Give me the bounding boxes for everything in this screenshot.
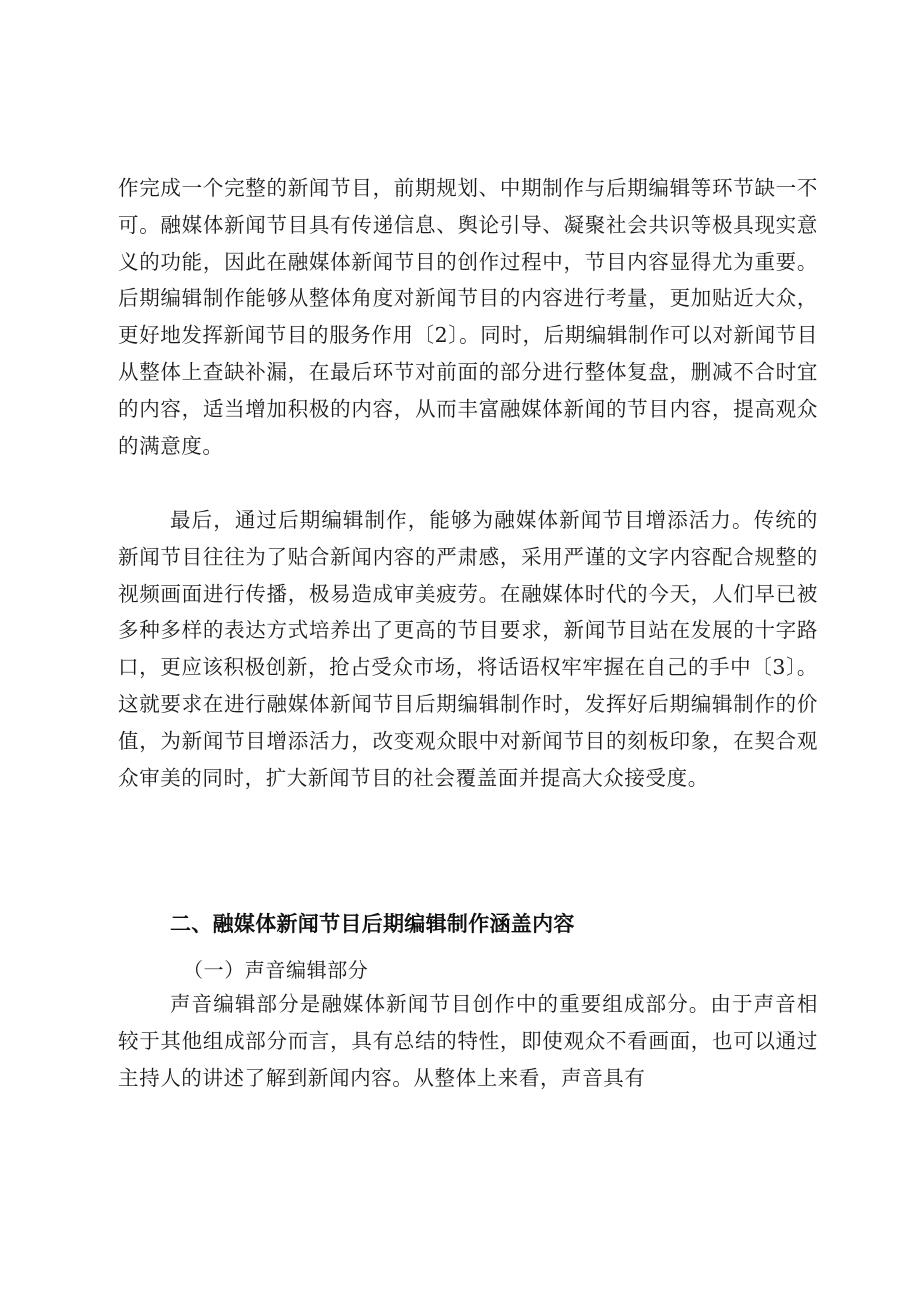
paragraph-2: 最后，通过后期编辑制作，能够为融媒体新闻节目增添活力。传统的新闻节目往往为了贴合新闻内容的严肃感，采用严谨的文字内容配合规整的视频画面进行传播，极易造成审美疲劳。在融媒体时代的今天，人们早已被多种多样的表达方式培养出了更高的节目要求，新闻节目站在发展的十字路口，更应该积极创新，抢占受众市场，将话语权牢牢握在自己的手中〔3〕。这就要求在进行融媒体新闻节目后期编辑制作时，发挥好后期编辑制作的价值，为新闻节目增添活力，改变观众眼中对新闻节目的刻板印象，在契合观众审美的同时，扩大新闻节目的社会覆盖面并提高大众接受度。 (118, 508, 818, 790)
section-heading: 二、融媒体新闻节目后期编辑制作涵盖内容 (170, 912, 575, 936)
text-block-2 (118, 502, 818, 796)
text-block-1 (118, 170, 818, 464)
subsection-heading: （一）声音编辑部分 (183, 958, 369, 982)
paragraph-3: 声音编辑部分是融媒体新闻节目创作中的重要组成部分。由于声音相较于其他组成部分而言，具有总结的特性，即使观众不看画面，也可以通过主持人的讲述了解到新闻内容。从整体上来看，声音具有 (118, 992, 818, 1090)
text-block-3 (118, 986, 818, 1096)
paragraph-1: 作完成一个完整的新闻节目，前期规划、中期制作与后期编辑等环节缺一不可。融媒体新闻节目具有传递信息、舆论引导、凝聚社会共识等极具现实意义的功能，因此在融媒体新闻节目的创作过程中，节目内容显得尤为重要。后期编辑制作能够从整体角度对新闻节目的内容进行考量，更加贴近大众，更好地发挥新闻节目的服务作用〔2〕。同时，后期编辑制作可以对新闻节目从整体上查缺补漏，在最后环节对前面的部分进行整体复盘，删减不合时宜的内容，适当增加积极的内容，从而丰富融媒体新闻的节目内容，提高观众的满意度。 (118, 176, 818, 458)
